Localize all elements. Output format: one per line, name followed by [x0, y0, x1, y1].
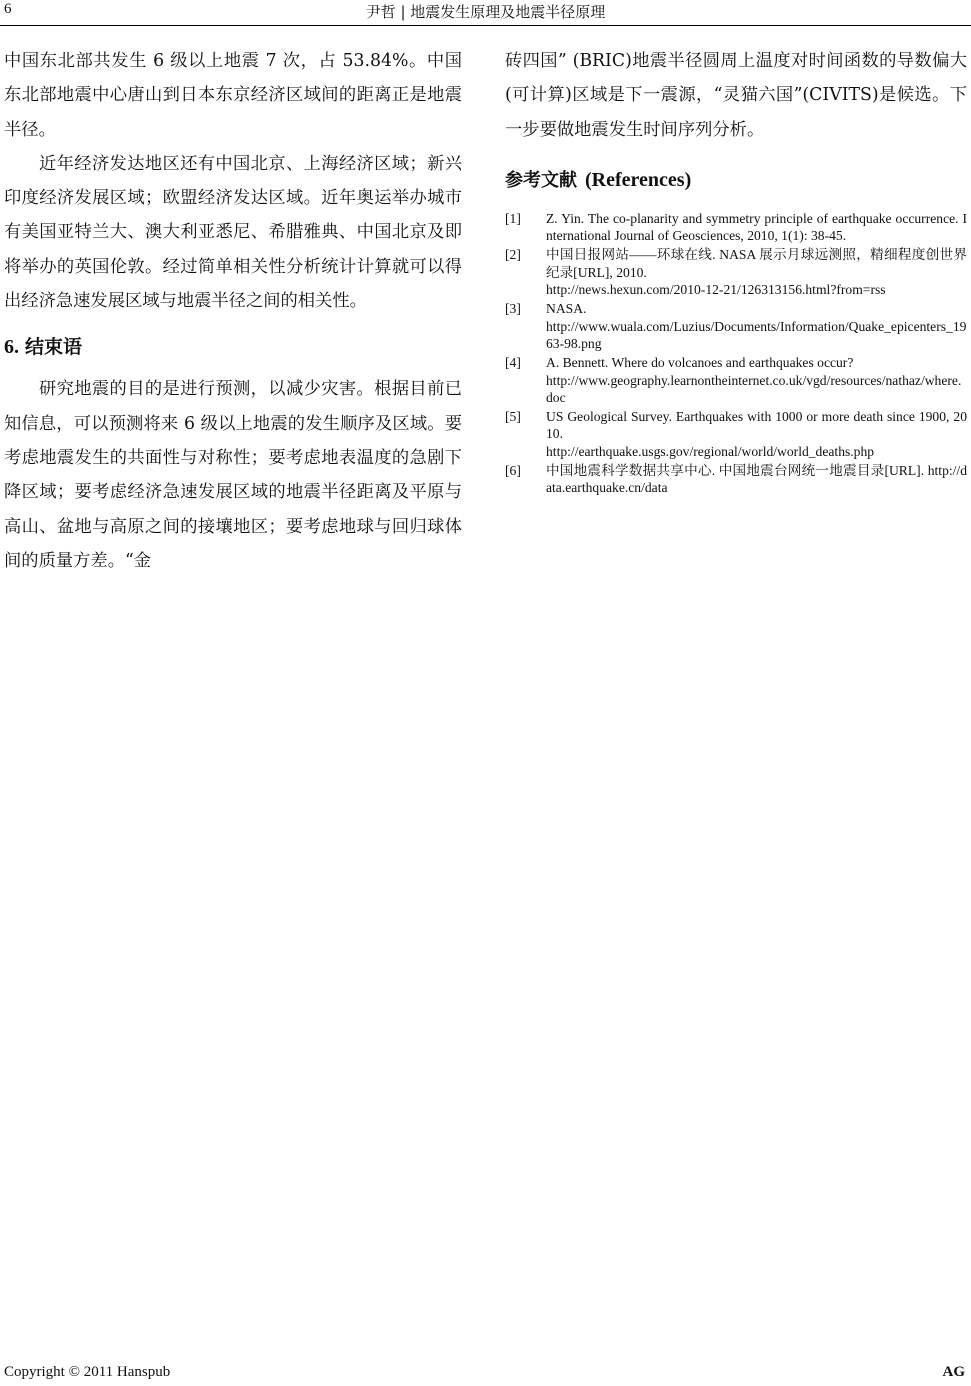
reference-text: http://news.hexun.com/2010-12-21/126313156.html?from=rss	[546, 282, 886, 298]
reference-item	[505, 354, 967, 406]
left-column	[4, 44, 462, 578]
paragraph: 中国东北部共发生 6 级以上地震 7 次，占 53.84%。中国东北部地震中心唐山到日本东京经济区域间的距离正是地震半径。	[4, 51, 462, 140]
section-number: 6.	[4, 336, 19, 359]
reference-item	[505, 462, 967, 497]
reference-item	[505, 210, 967, 245]
journal-abbreviation: AG	[942, 1364, 965, 1380]
reference-number: [4]	[505, 355, 521, 371]
reference-item	[505, 246, 967, 298]
reference-number: [6]	[505, 463, 521, 479]
reference-number: [5]	[505, 409, 521, 425]
references-heading-en: (References)	[585, 168, 692, 191]
reference-number: [1]	[505, 210, 521, 226]
paragraph: 研究地震的目的是进行预测，以减少灾害。根据目前已知信息，可以预测将来 6 级以上地震的发生顺序及区域。要考虑地震发生的共面性与对称性；要考虑地表温度的急剧下降区域；要考虑经济急速发展区域的地震半径距离及平原与高山、盆地与高原之间的接壤地区；要考虑地球与回归球体间的质量方差。“金	[4, 379, 462, 571]
reference-text: http://www.geography.learnontheinternet.co.uk/vgd/resources/nathaz/where.doc	[546, 372, 962, 405]
reference-list	[505, 210, 967, 497]
references-heading	[505, 167, 967, 194]
right-column	[505, 44, 967, 499]
reference-text: http://earthquake.usgs.gov/regional/world/world_deaths.php	[546, 443, 875, 459]
reference-text: Z. Yin. The co-planarity and symmetry principle of earthquake occurrence. International Journal of Geosciences, 2010, 1(1): 38-45.	[546, 210, 967, 244]
copyright: Copyright © 2011 Hanspub	[4, 1364, 171, 1380]
running-title: 尹哲 | 地震发生原理及地震半径原理	[365, 3, 606, 21]
paragraph: 砖四国” (BRIC)地震半径圆周上温度对时间函数的导数偏大(可计算)区域是下一震源，“灵猫六国”(CIVITS)是候选。下一步要做地震发生时间序列分析。	[505, 51, 967, 140]
reference-text: 中国地震科学数据共享中心. 中国地震台网统一地震目录[URL]. http://data.earthquake.cn/data	[546, 463, 967, 496]
header-rule	[0, 25, 971, 26]
page-footer	[4, 1364, 965, 1384]
reference-text: A. Bennett. Where do volcanoes and earthquakes occur?	[546, 355, 854, 371]
reference-item	[505, 300, 967, 352]
reference-number: [3]	[505, 301, 521, 317]
page-header	[0, 0, 971, 26]
references-heading-cn: 参考文献	[505, 169, 577, 191]
reference-text: NASA.	[546, 301, 587, 317]
reference-text: http://www.wuala.com/Luzius/Documents/Information/Quake_epicenters_1963-98.png	[546, 318, 967, 351]
reference-text: 中国日报网站——环球在线. NASA 展示月球远测照，精细程度创世界纪录[URL], 2010.	[546, 247, 967, 280]
section-title: 结束语	[25, 336, 83, 359]
reference-number: [2]	[505, 247, 521, 263]
page-number: 6	[4, 1, 12, 17]
reference-item	[505, 408, 967, 460]
section-heading	[4, 335, 462, 359]
reference-text: US Geological Survey. Earthquakes with 1000 or more death since 1900, 2010.	[546, 409, 967, 442]
paragraph: 近年经济发达地区还有中国北京、上海经济区域；新兴印度经济发展区域；欧盟经济发达区域。近年奥运举办城市有美国亚特兰大、澳大利亚悉尼、希腊雅典、中国北京及即将举办的英国伦敦。经过简单相关性分析统计计算就可以得出经济急速发展区域与地震半径之间的相关性。	[4, 153, 462, 312]
